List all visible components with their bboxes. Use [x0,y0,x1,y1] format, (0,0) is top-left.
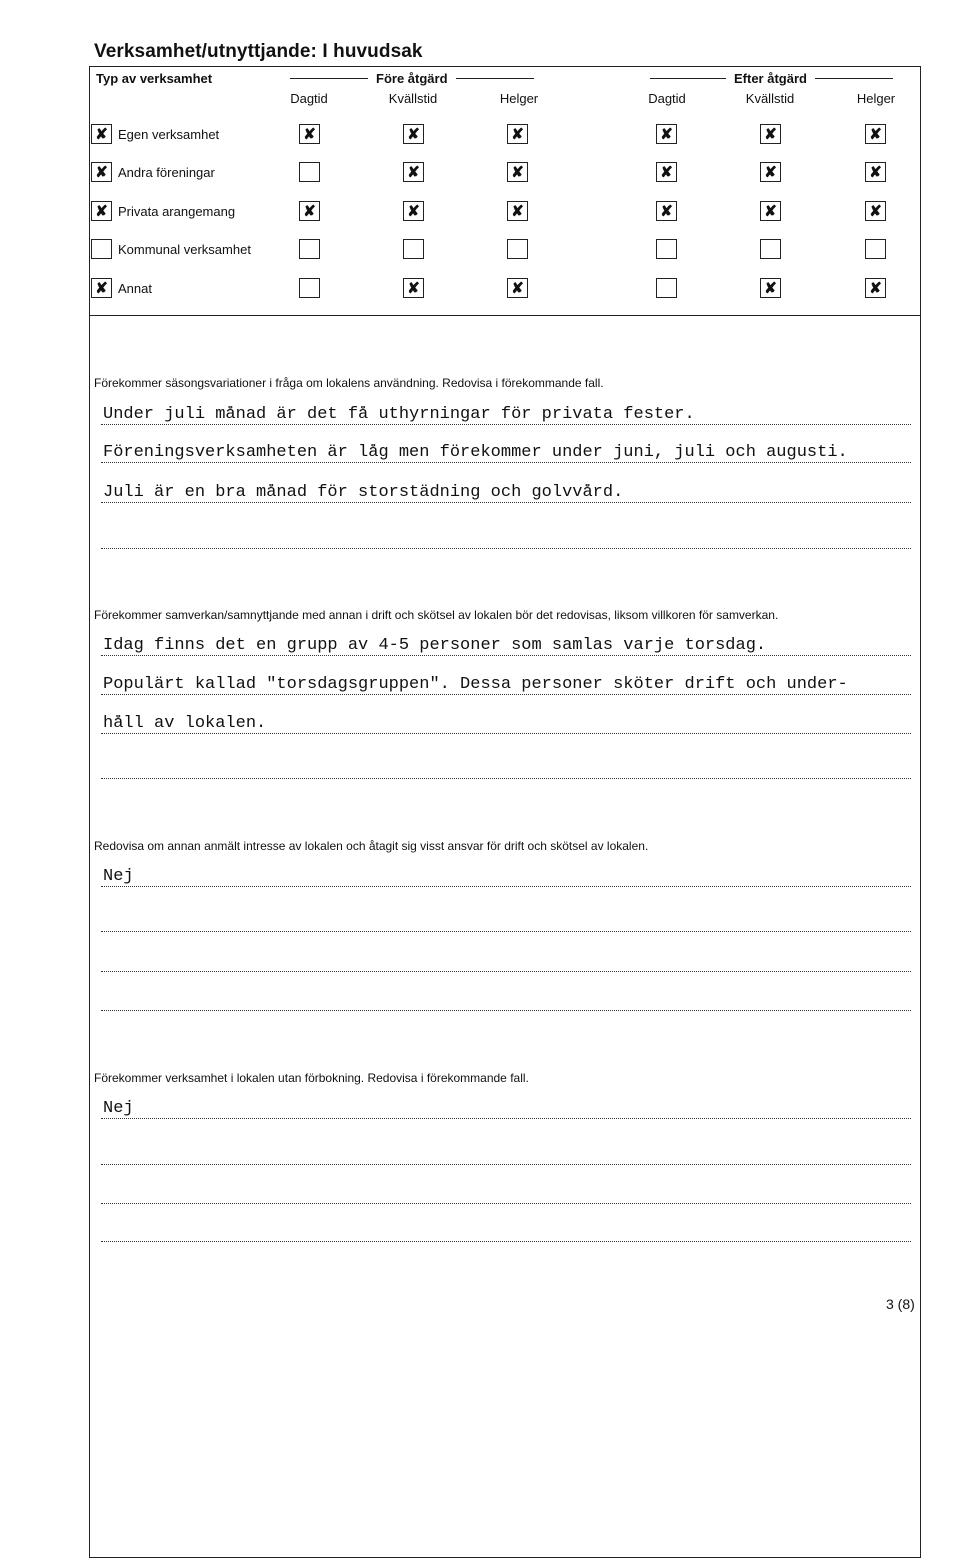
page-title: Verksamhet/utnyttjande: I huvudsak [94,41,423,62]
checkbox-after-evening[interactable] [760,239,781,259]
section-divider [89,315,921,316]
checkbox-after-day[interactable] [656,239,677,259]
answer-line[interactable] [101,1223,911,1242]
checkbox-before-evening[interactable]: ✘ [403,124,424,144]
answer-line[interactable] [101,953,911,972]
answer-line[interactable] [101,992,911,1011]
answer-line[interactable]: Populärt kallad "torsdagsgruppen". Dessa personer sköter drift och under- [101,676,911,695]
cooperation-prompt: Förekommer samverkan/samnyttjande med annan i drift och skötsel av lokalen bör det redovisas, liksom villkoren för samverkan. [94,608,779,622]
activity-row-label [91,201,235,221]
activity-row-label [91,239,251,259]
answer-line[interactable] [101,913,911,932]
checkbox-after-weekend[interactable]: ✘ [865,278,886,298]
activity-type-checkbox[interactable]: ✘ [91,278,112,298]
checkbox-before-day[interactable] [299,162,320,182]
answer-line[interactable]: Under juli månad är det få uthyrningar för privata fester. [101,406,911,425]
header-rule [290,78,368,79]
before-action-label: Före åtgärd [376,71,448,86]
checkbox-after-weekend[interactable]: ✘ [865,201,886,221]
activity-row-label [91,162,215,182]
header-rule [456,78,534,79]
answer-line[interactable]: Nej [101,1100,911,1119]
answer-line[interactable] [101,760,911,779]
checkbox-after-evening[interactable]: ✘ [760,124,781,144]
checkbox-after-weekend[interactable] [865,239,886,259]
header-rule [650,78,726,79]
activity-type-label: Kommunal verksamhet [118,241,251,257]
activity-type-label: Andra föreningar [118,164,215,180]
answer-line[interactable] [101,1146,911,1165]
checkbox-after-evening[interactable]: ✘ [760,278,781,298]
activity-row-label [91,124,219,144]
checkbox-after-day[interactable]: ✘ [656,162,677,182]
activity-type-label: Annat [118,280,152,296]
checkbox-after-day[interactable]: ✘ [656,201,677,221]
checkbox-after-day[interactable]: ✘ [656,124,677,144]
after-action-header [650,71,893,86]
column-header-before-evening: Kvällstid [388,91,438,106]
checkbox-after-day[interactable] [656,278,677,298]
after-action-label: Efter åtgärd [734,71,807,86]
activity-row-label [91,278,152,298]
activity-type-header: Typ av verksamhet [96,71,213,86]
checkbox-before-weekend[interactable]: ✘ [507,162,528,182]
answer-line[interactable]: Juli är en bra månad för storstädning och golvvård. [101,484,911,503]
answer-line[interactable]: håll av lokalen. [101,715,911,734]
checkbox-before-weekend[interactable] [507,239,528,259]
checkbox-after-evening[interactable]: ✘ [760,162,781,182]
form-frame [89,66,921,1558]
activity-type-label: Privata arangemang [118,203,236,219]
answer-line[interactable]: Nej [101,868,911,887]
checkbox-after-weekend[interactable]: ✘ [865,162,886,182]
checkbox-before-evening[interactable]: ✘ [403,162,424,182]
activity-type-checkbox[interactable] [91,239,112,259]
column-header-after-day: Dagtid [648,91,686,106]
checkbox-before-weekend[interactable]: ✘ [507,278,528,298]
activity-type-checkbox[interactable]: ✘ [91,201,112,221]
answer-line[interactable]: Föreningsverksamheten är låg men förekommer under juni, juli och augusti. [101,444,911,463]
other-interest-prompt: Redovisa om annan anmält intresse av lokalen och åtagit sig visst ansvar för drift och skötsel av lokalen. [94,839,649,853]
checkbox-before-weekend[interactable]: ✘ [507,201,528,221]
page-number: 3 (8) [886,1296,915,1312]
seasonal-variation-prompt: Förekommer säsongsvariationer i fråga om lokalens användning. Redovisa i förekommande fall. [94,376,604,390]
checkbox-after-weekend[interactable]: ✘ [865,124,886,144]
column-header-after-weekend: Helger [856,91,896,106]
checkbox-before-day[interactable] [299,278,320,298]
header-rule [815,78,893,79]
column-header-before-weekend: Helger [499,91,539,106]
checkbox-before-day[interactable] [299,239,320,259]
checkbox-before-weekend[interactable]: ✘ [507,124,528,144]
activity-type-checkbox[interactable]: ✘ [91,124,112,144]
column-header-after-evening: Kvällstid [745,91,795,106]
column-header-before-day: Dagtid [290,91,328,106]
checkbox-before-day[interactable]: ✘ [299,201,320,221]
checkbox-before-day[interactable]: ✘ [299,124,320,144]
checkbox-after-evening[interactable]: ✘ [760,201,781,221]
activity-type-label: Egen verksamhet [118,126,220,142]
checkbox-before-evening[interactable]: ✘ [403,278,424,298]
before-action-header [290,71,534,86]
answer-line[interactable]: Idag finns det en grupp av 4-5 personer som samlas varje torsdag. [101,637,911,656]
activity-type-checkbox[interactable]: ✘ [91,162,112,182]
checkbox-before-evening[interactable] [403,239,424,259]
unbooked-activity-prompt: Förekommer verksamhet i lokalen utan förbokning. Redovisa i förekommande fall. [94,1071,529,1085]
checkbox-before-evening[interactable]: ✘ [403,201,424,221]
answer-line[interactable] [101,530,911,549]
answer-line[interactable] [101,1185,911,1204]
